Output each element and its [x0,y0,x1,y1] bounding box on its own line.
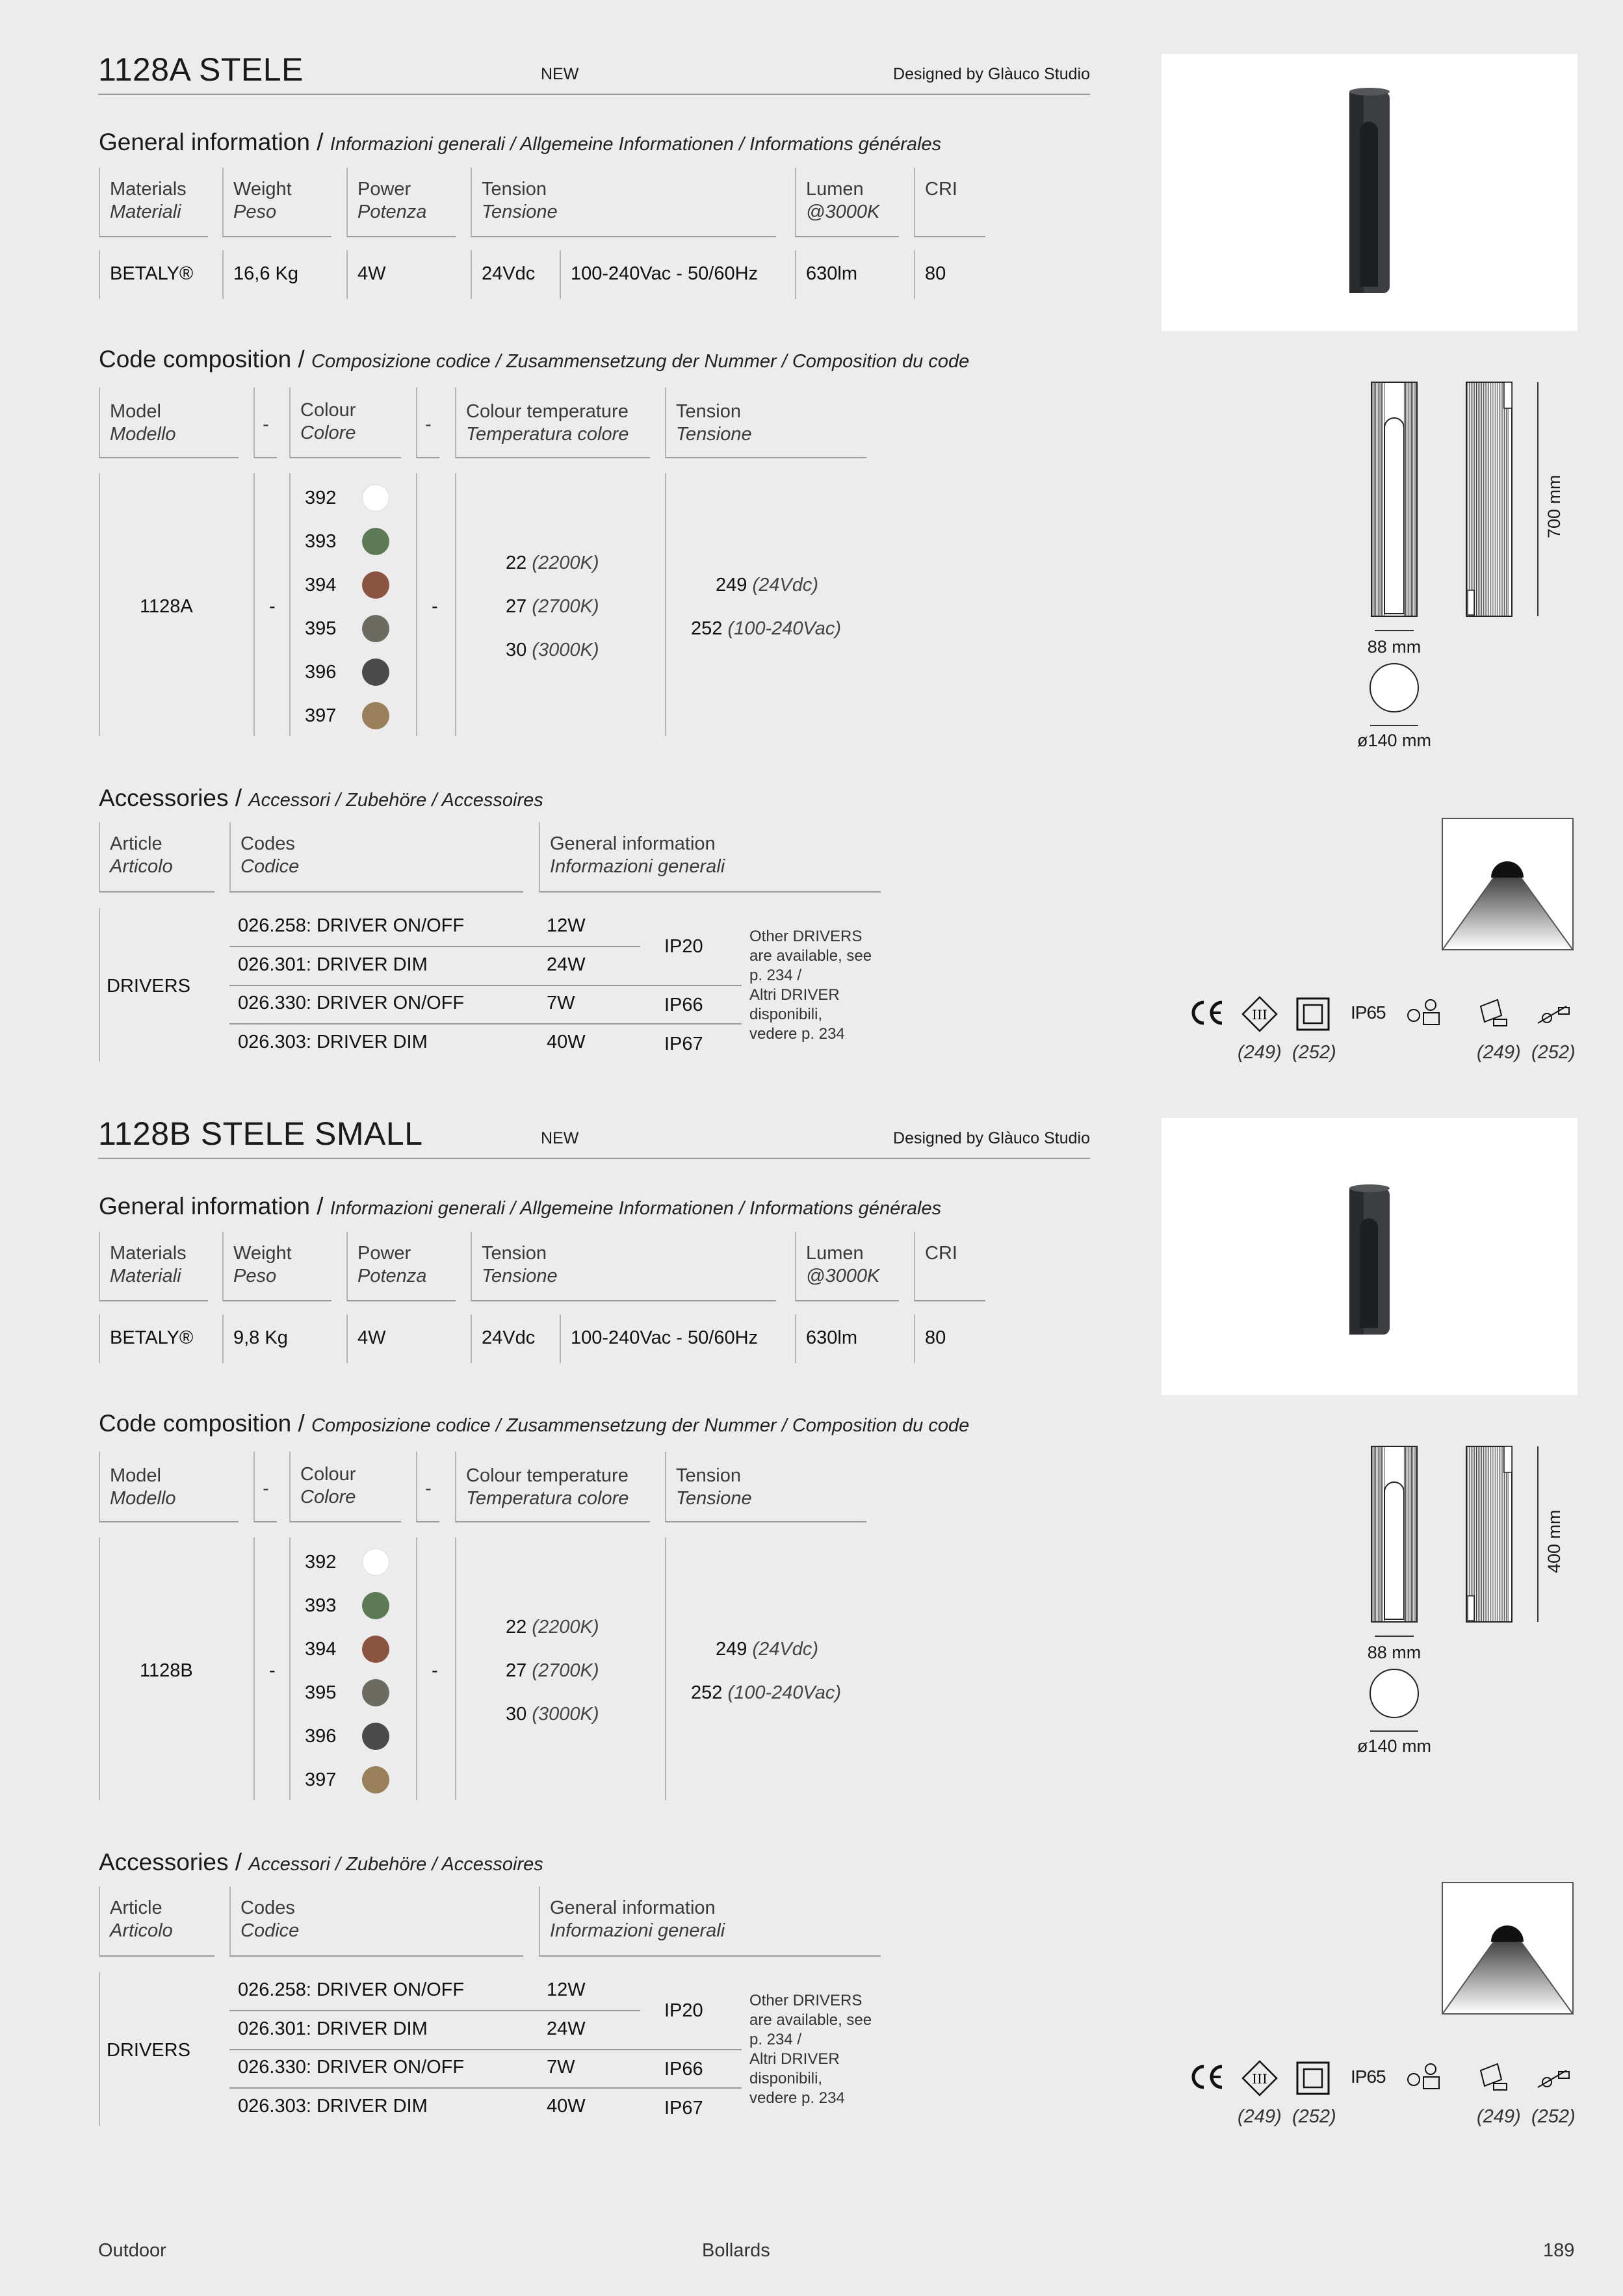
general-info-column-header [471,1232,776,1301]
label-en: Colour [300,1464,356,1485]
colour-swatch [362,1548,389,1576]
general-info-heading: General information / Informazioni generali / Allgemeine Informationen / Informations générales [99,129,942,155]
temp-code: 30 [506,1704,532,1725]
ip-rating: IP20 [664,2000,703,2021]
height-dimension: 400 mm [1544,1509,1564,1573]
colour-temperature-option [506,1704,599,1725]
new-badge: NEW [541,65,579,83]
accessory-power: 24W [547,2018,586,2039]
tension-option [716,575,818,596]
colour-swatch [362,1723,389,1750]
column-divider [99,1972,100,2126]
footer-section-label: Outdoor [98,2240,166,2261]
impact-resistance-icon [1538,1006,1569,1023]
product-section [0,0,1623,1066]
note-line: vedere p. 234 [749,2089,845,2107]
ip-rating-label: IP65 [1351,2067,1386,2087]
label-en: Materials [110,179,187,200]
drivers-note [749,927,872,1044]
light-beam-diagram [1442,818,1574,950]
note-line: p. 234 / [749,2031,802,2048]
column-divider [99,1314,100,1363]
colour-temperature-option [506,640,599,661]
label-it: Articolo [110,856,173,877]
column-divider [222,1314,224,1363]
general-info-value: 9,8 Kg [233,1327,288,1348]
light-beam-diagram [1442,1882,1574,2015]
label-en: Colour temperature [466,1465,629,1486]
note-line: vedere p. 234 [749,1025,845,1043]
general-info-column-header [539,1886,881,1957]
note-line: are available, see [749,947,872,965]
colour-code: 394 [305,575,337,595]
general-info-value: 24Vdc [482,263,536,284]
general-info-column-header [346,1232,456,1301]
bollard-plan-view [1370,1669,1418,1717]
general-info-column-header [795,168,899,237]
label-it: Tensione [482,202,558,222]
dash-separator: - [432,596,438,617]
temp-detail: (3000K) [532,640,599,660]
label-it: Materiali [110,1266,181,1286]
tension-option [716,1639,818,1660]
general-info-value: 630lm [806,1327,857,1348]
column-divider [560,250,561,299]
label-en: Colour temperature [466,401,629,422]
accessory-code: 026.301: DRIVER DIM [238,954,428,975]
model-code: 1128B [140,1660,193,1681]
model-code: 1128A [140,596,193,617]
dash-separator: - [253,1452,277,1522]
tension-code: 249 [716,575,753,595]
colour-temperature-column-header [455,387,650,458]
bollard-opening [1360,122,1378,287]
general-info-value: 630lm [806,263,857,284]
cert-label: (249) [1477,1042,1521,1063]
column-divider [222,250,224,299]
general-info-value: 24Vdc [482,1327,536,1348]
label-en: Model [110,401,161,422]
colour-code: 397 [305,705,337,726]
colour-column-header [289,1452,401,1522]
label-en: Model [110,1465,161,1486]
tension-code: 249 [716,1639,753,1660]
column-divider [99,473,100,736]
ip-rating: IP20 [664,936,703,957]
colour-code: 397 [305,1769,337,1790]
row-divider [229,946,640,947]
bollard-opening [1360,1218,1378,1328]
tilt-installation-icon [1481,1000,1507,1026]
label-en: Lumen [806,179,864,200]
note-line: disponibili, [749,2070,823,2087]
colour-code: 395 [305,618,337,639]
drivers-note [749,1991,872,2108]
label-it: Informazioni generali [550,1920,725,1941]
accessory-power: 12W [547,1979,586,2000]
general-info-value: 80 [925,1327,946,1348]
column-divider [665,473,666,736]
colour-temperature-option [506,1617,599,1638]
column-divider [416,1537,417,1800]
width-dimension: 88 mm [1367,637,1422,657]
general-info-value: 16,6 Kg [233,263,298,284]
tension-column-header [665,1452,866,1522]
tension-code: 252 [691,1682,728,1703]
column-divider [289,1537,291,1800]
accessory-power: 24W [547,954,586,975]
column-divider [795,1314,796,1363]
colour-temperature-option [506,596,599,618]
certification-icons [1183,993,1579,1071]
label-it: Potenza [357,202,427,222]
bollard-plan-view [1370,664,1418,712]
accessory-code: 026.258: DRIVER ON/OFF [238,915,465,936]
label-it: Peso [233,1266,277,1286]
general-info-column-header [914,168,985,237]
label-it: Modello [110,1488,176,1509]
ip-rating: IP67 [664,2098,703,2119]
label-en: Tension [482,1243,547,1264]
row-divider [229,2087,742,2089]
temp-detail: (2700K) [532,1660,599,1681]
label-it: Codice [240,856,300,877]
bollard-side-view [1466,382,1512,616]
general-info-value: 100-240Vac - 50/60Hz [571,1327,759,1348]
general-info-value: BETALY® [110,1327,194,1348]
diameter-dimension: ø140 mm [1357,731,1432,750]
ip-rating-label: IP65 [1351,1002,1386,1023]
note-line: Other DRIVERS [749,928,863,945]
column-divider [289,473,291,736]
footer-category-label: Bollards [702,2240,770,2261]
svg-text:III: III [1252,2071,1267,2087]
label-it: Tensione [676,1488,752,1509]
colour-swatch [362,659,389,686]
note-line: disponibili, [749,1006,823,1023]
column-divider [253,473,255,736]
accessory-code: 026.258: DRIVER ON/OFF [238,1979,465,2000]
general-info-column-header [222,1232,331,1301]
column-divider [253,1537,255,1800]
model-column-header [99,387,239,458]
temp-code: 27 [506,596,532,617]
label-en: General information [550,833,716,854]
cert-label: (252) [1531,2106,1576,2127]
label-en: Codes [240,833,295,854]
label-it: Codice [240,1920,300,1941]
label-en: CRI [925,1243,957,1264]
general-info-heading: General information / Informazioni generali / Allgemeine Informationen / Informations générales [99,1193,942,1220]
label-it: Colore [300,423,356,443]
colour-swatch [362,528,389,555]
accessory-code: 026.330: DRIVER ON/OFF [238,993,465,1013]
codes-column-header [229,1886,523,1957]
accessories-heading: Accessories / Accessori / Zubehöre / Accessoires [99,1849,543,1875]
tilt-installation-icon [1481,2064,1507,2090]
accessory-power: 40W [547,2095,586,2117]
label-en: Codes [240,1898,295,1918]
general-info-value: 80 [925,263,946,284]
label-en: Article [110,1898,162,1918]
impact-resistance-icon [1538,2070,1569,2087]
dash-separator: - [432,1660,438,1681]
column-divider [471,250,472,299]
colour-swatch [362,1766,389,1794]
colour-code: 396 [305,662,337,683]
accessory-code: 026.301: DRIVER DIM [238,2018,428,2039]
svg-text:III: III [1252,1007,1267,1023]
accessory-code: 026.303: DRIVER DIM [238,2095,428,2117]
colour-swatch [362,1636,389,1663]
colour-temperature-column-header [455,1452,650,1522]
column-divider [914,250,915,299]
colour-code: 396 [305,1726,337,1747]
ambient-temperature-icon [1408,1000,1439,1024]
bollard-side-view [1466,1446,1512,1622]
dash-separator: - [416,1452,439,1522]
colour-code: 392 [305,1552,337,1572]
colour-swatch [362,484,389,512]
colour-swatch [362,1592,389,1619]
temp-code: 22 [506,553,532,573]
general-info-value: BETALY® [110,263,194,284]
label-en: Materials [110,1243,187,1264]
note-line: Altri DRIVER [749,2050,840,2068]
product-title: 1128A STELE [98,51,304,88]
bollard-front-view [1371,382,1417,616]
temp-code: 30 [506,640,532,660]
column-divider [99,908,100,1062]
product-section [0,1064,1623,2130]
colour-column-header [289,387,401,458]
note-line: Altri DRIVER [749,986,840,1004]
cert-label: (252) [1292,1042,1336,1063]
ip-rating: IP66 [664,2059,703,2080]
product-photo [1162,54,1578,331]
row-divider [229,985,742,986]
label-it: Colore [300,1487,356,1507]
column-divider [99,250,100,299]
diameter-dimension: ø140 mm [1357,1736,1432,1756]
colour-temperature-option [506,1660,599,1682]
article-name: DRIVERS [107,2040,190,2061]
temp-code: 22 [506,1617,532,1637]
general-info-column-header [346,168,456,237]
label-en: General information [550,1898,716,1918]
class-ii-icon [1297,2063,1329,2094]
colour-code: 392 [305,488,337,508]
dash-separator: - [269,1660,276,1681]
label-it: Tensione [676,424,752,445]
tension-option [691,1682,841,1704]
label-en: Article [110,833,162,854]
tension-detail: (100-240Vac) [727,618,842,639]
column-divider [665,1537,666,1800]
cert-label: (252) [1531,1042,1576,1063]
column-divider [455,473,456,736]
code-composition-heading: Code composition / Composizione codice / Zusammensetzung der Nummer / Composition du code [99,1410,970,1437]
general-info-value: 100-240Vac - 50/60Hz [571,263,759,284]
colour-temperature-option [506,553,599,574]
column-divider [416,473,417,736]
tension-code: 252 [691,618,728,639]
temp-detail: (3000K) [532,1704,599,1725]
label-it: Tensione [482,1266,558,1286]
column-divider [471,1314,472,1363]
designer-credit: Designed by Glàuco Studio [893,1129,1090,1147]
tension-detail: (100-240Vac) [727,1682,842,1703]
column-divider [99,1537,100,1800]
label-en: Power [357,179,411,200]
label-it: @3000K [806,202,880,222]
dash-separator: - [416,387,439,458]
label-en: Weight [233,1243,292,1264]
note-line: Other DRIVERS [749,1992,863,2009]
article-name: DRIVERS [107,976,190,997]
bollard-top [1349,1184,1390,1192]
product-title: 1128B STELE SMALL [98,1115,423,1152]
product-photo [1162,1118,1578,1395]
row-divider [229,1023,742,1024]
designer-credit: Designed by Glàuco Studio [893,65,1090,83]
certification-icons [1183,2057,1579,2135]
colour-swatch [362,1679,389,1706]
code-composition-heading: Code composition / Composizione codice / Zusammensetzung der Nummer / Composition du code [99,346,970,372]
label-it: Temperatura colore [466,424,629,445]
colour-code: 394 [305,1639,337,1660]
label-en: Colour [300,400,356,421]
accessory-power: 7W [547,993,575,1013]
label-en: Weight [233,179,292,200]
class-iii-icon [1243,2061,1277,2095]
label-it: Materiali [110,202,181,222]
label-it: @3000K [806,1266,880,1286]
label-en: Lumen [806,1243,864,1264]
width-dimension: 88 mm [1367,1643,1422,1662]
class-iii-icon [1243,997,1277,1031]
colour-code: 395 [305,1682,337,1703]
general-info-value: 4W [357,263,386,284]
technical-drawing [1339,371,1586,787]
general-info-column-header [914,1232,985,1301]
tension-option [691,618,841,640]
label-it: Temperatura colore [466,1488,629,1509]
colour-code: 393 [305,531,337,552]
temp-code: 27 [506,1660,532,1681]
accessory-power: 7W [547,2057,575,2078]
colour-swatch [362,615,389,642]
general-info-column-header [471,168,776,237]
general-info-column-header [99,1232,208,1301]
bollard-top [1349,88,1390,96]
temp-detail: (2200K) [532,1617,599,1637]
general-info-value: 4W [357,1327,386,1348]
note-line: p. 234 / [749,967,802,984]
cert-label: (249) [1238,1042,1282,1063]
ip-rating: IP66 [664,995,703,1015]
label-en: CRI [925,179,957,200]
column-divider [914,1314,915,1363]
dash-separator: - [253,387,277,458]
colour-swatch [362,571,389,599]
cert-label: (249) [1477,2106,1521,2127]
tension-detail: (24Vdc) [752,1639,818,1660]
title-divider [98,94,1090,95]
bollard-front-view [1371,1446,1417,1622]
general-info-column-header [99,168,208,237]
cert-label: (252) [1292,2106,1336,2127]
tension-detail: (24Vdc) [752,575,818,595]
class-ii-icon [1297,998,1329,1030]
ambient-temperature-icon [1408,2064,1439,2089]
row-divider [229,2010,640,2011]
title-divider [98,1158,1090,1159]
column-divider [795,250,796,299]
column-divider [346,250,348,299]
label-it: Peso [233,202,277,222]
ce-mark-icon [1193,1002,1222,1023]
label-it: Modello [110,424,176,445]
accessory-code: 026.303: DRIVER DIM [238,1031,428,1052]
label-it: Potenza [357,1266,427,1286]
height-dimension: 700 mm [1544,475,1564,538]
column-divider [455,1537,456,1800]
label-en: Tension [676,401,741,422]
codes-column-header [229,822,523,893]
dash-separator: - [269,596,276,617]
label-it: Articolo [110,1920,173,1941]
article-column-header [99,822,214,893]
label-en: Power [357,1243,411,1264]
temp-detail: (2700K) [532,596,599,617]
row-divider [229,2049,742,2050]
note-line: are available, see [749,2011,872,2029]
accessory-power: 12W [547,915,586,936]
column-divider [560,1314,561,1363]
accessory-power: 40W [547,1031,586,1052]
temp-detail: (2200K) [532,553,599,573]
cert-label: (249) [1238,2106,1282,2127]
ip-rating: IP67 [664,1034,703,1054]
general-info-column-header [539,822,881,893]
colour-swatch [362,702,389,729]
accessories-heading: Accessories / Accessori / Zubehöre / Accessoires [99,785,543,811]
colour-code: 393 [305,1595,337,1616]
general-info-column-header [795,1232,899,1301]
ce-mark-icon [1193,2067,1222,2087]
label-it: Informazioni generali [550,856,725,877]
article-column-header [99,1886,214,1957]
new-badge: NEW [541,1129,579,1147]
page-number: 189 [1543,2240,1575,2261]
tension-column-header [665,387,866,458]
general-info-column-header [222,168,331,237]
model-column-header [99,1452,239,1522]
label-en: Tension [676,1465,741,1486]
accessory-code: 026.330: DRIVER ON/OFF [238,2057,465,2078]
label-en: Tension [482,179,547,200]
column-divider [346,1314,348,1363]
